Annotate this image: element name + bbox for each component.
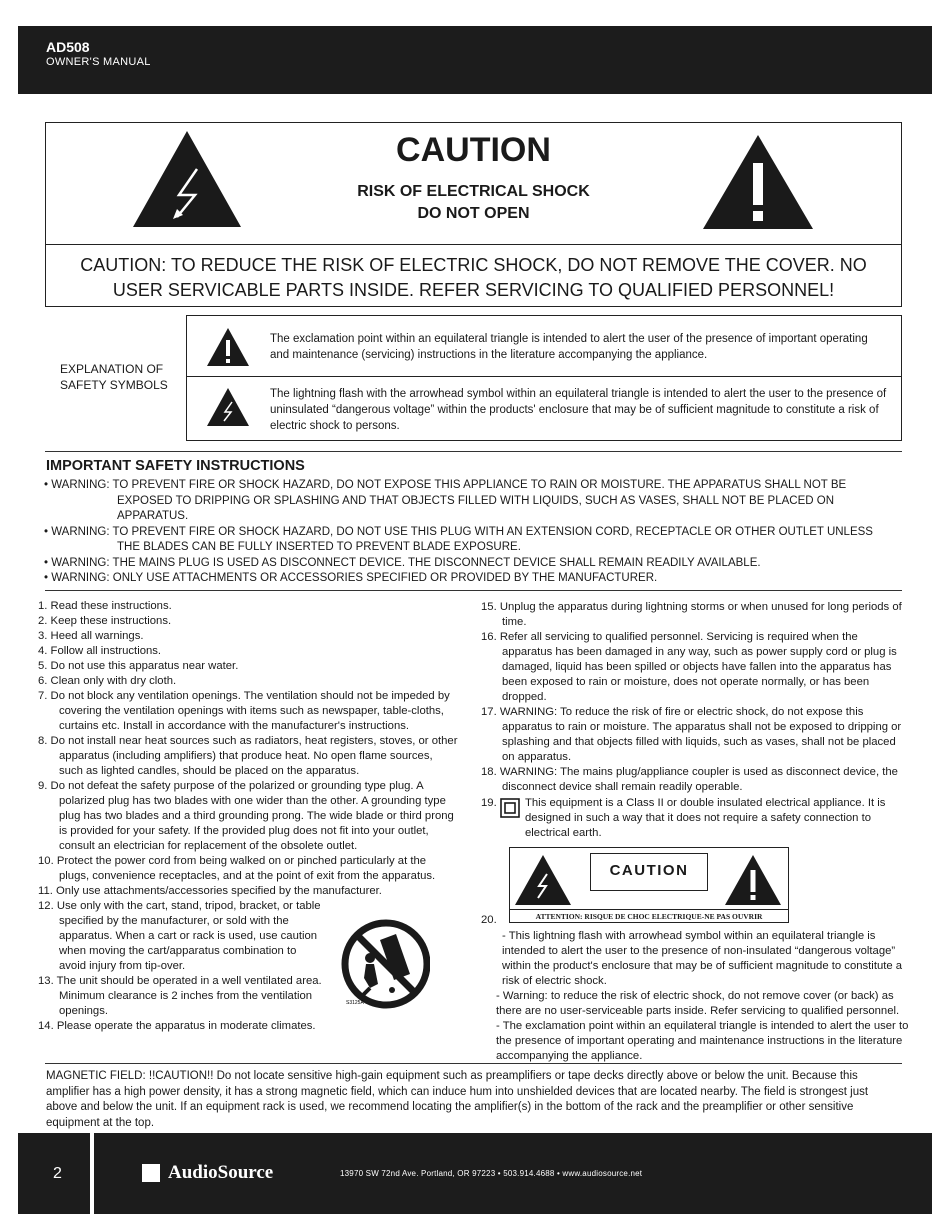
caution-label-graphic: [509, 847, 789, 923]
instruction-item-19: [481, 796, 911, 841]
item-19-text: This equipment is a Class II or double insulated electrical appliance. It is designed in such a way that it does not require a safety connection to electrical earth.: [525, 797, 886, 839]
exclamation-triangle-icon: [206, 327, 250, 367]
warning-item: • WARNING: TO PREVENT FIRE OR SHOCK HAZARD, DO NOT EXPOSE THIS APPLIANCE TO RAIN OR MOISTURE. THE APPARATUS SHALL NOT BE EXPOSED TO DRIPPING OR SPLASHING AND THAT OBJECTS FILLED WITH LIQUIDS, SUCH AS VASES, SHALL NOT BE PLACED ON APPARATUS.: [44, 479, 847, 522]
warning-item: • WARNING: ONLY USE ATTACHMENTS OR ACCESSORIES SPECIFIED OR PROVIDED BY THE MANUFACTURER.: [44, 572, 658, 584]
instruction-item: 3. Heed all warnings.: [38, 630, 144, 642]
divider: [187, 376, 901, 377]
instruction-item: 10. Protect the power cord from being walked on or pinched particularly at the plugs, convenience receptacles, and at the point of exit from the apparatus.: [38, 855, 436, 882]
divider: [45, 1063, 902, 1064]
instructions-right-column: [481, 600, 911, 841]
caution-label-title: CAUTION: [609, 862, 689, 879]
magnetic-field-note: MAGNETIC FIELD: !!CAUTION!! Do not locate sensitive high-gain equipment such as preamplifiers or tape decks directly above or below the unit. Because this amplifier has a high power density, it has a strong magnetic field, which can induce hum into unshielded devices that are located nearby. The field is strongest just above and below the unit. If an equipment rack is used, we recommend locating the amplifier(s) in the bottom of the rack and the preamplifier or other sensitive equipment at the top.: [46, 1070, 869, 1129]
brand-logo-icon: [142, 1164, 160, 1182]
lightning-triangle-icon: [514, 854, 572, 906]
divider: [45, 590, 902, 591]
item-20-text: [496, 929, 914, 1064]
caution-label-attention: ATTENTION: RISQUE DE CHOC ELECTRIQUE-NE PAS OUVRIR: [510, 909, 788, 923]
risk-line-2: DO NOT OPEN: [417, 205, 530, 222]
risk-line-1: RISK OF ELECTRICAL SHOCK: [357, 183, 590, 200]
item-19-number: 19.: [481, 797, 497, 809]
caution-title: CAUTION: [396, 131, 551, 169]
caution-statement-line-2: USER SERVICABLE PARTS INSIDE. REFER SERVICING TO QUALIFIED PERSONNEL!: [112, 280, 835, 300]
footer-bar: [18, 1133, 932, 1214]
instruction-item: 1. Read these instructions.: [38, 600, 172, 612]
instruction-item: 14. Please operate the apparatus in moderate climates.: [38, 1020, 316, 1032]
item-20-line: - Warning: to reduce the risk of electric shock, do not remove cover (or back) as there are no user-serviceable parts inside. Refer servicing to qualified personnel.: [496, 990, 900, 1017]
caution-statement: [46, 253, 901, 303]
class-ii-double-square-icon: [500, 798, 520, 818]
cart-icon-code: S3125A: [346, 1000, 364, 1006]
instruction-item: 11. Only use attachments/accessories specified by the manufacturer.: [38, 885, 382, 897]
instruction-item: 17. WARNING: To reduce the risk of fire or electric shock, do not expose this apparatus to rain or moisture. The apparatus shall not be exposed to dripping or splashing and that objects filled with liquids, such as vases, shall not be placed on apparatus.: [481, 706, 902, 763]
instruction-item: 13. The unit should be operated in a well ventilated area. Minimum clearance is 2 inches from the ventilation openings.: [38, 975, 322, 1017]
header-bar: [18, 26, 932, 94]
instruction-item: 6. Clean only with dry cloth.: [38, 675, 177, 687]
item-20-line: - This lightning flash with arrowhead symbol within an equilateral triangle is intended to alert the user to the presence of non-insulated “dangerous voltage” within the product's enclosure that may be of sufficient magnitude to constitute a risk of electric shock.: [502, 930, 903, 987]
page-number-box: [18, 1133, 94, 1214]
exclamation-triangle-icon: [724, 854, 782, 906]
warning-item: • WARNING: THE MAINS PLUG IS USED AS DISCONNECT DEVICE. THE DISCONNECT DEVICE SHALL REMAIN READILY AVAILABLE.: [44, 556, 761, 569]
instruction-item: 16. Refer all servicing to qualified personnel. Servicing is required when the apparatus has been damaged in any way, such as power supply cord or plug is damaged, liquid has been spilled or objects have fallen into the apparatus has been exposed to rain or moisture, does not operate normally, or has been dropped.: [481, 631, 897, 703]
page-number: 2: [53, 1165, 62, 1182]
manual-subtitle: OWNER'S MANUAL: [46, 56, 151, 68]
instruction-item: 12. Use only with the cart, stand, tripod, bracket, or table specified by the manufacturer, or sold with the apparatus. When a cart or rack is used, use caution when moving the cart/apparatus combination to avoid injury from tip-over.: [38, 900, 321, 972]
model-number: AD508: [46, 39, 90, 55]
instruction-item: 5. Do not use this apparatus near water.: [38, 660, 239, 672]
warning-item: • WARNING: TO PREVENT FIRE OR SHOCK HAZARD, DO NOT USE THIS PLUG WITH AN EXTENSION CORD, RECEPTACLE OR OTHER OUTLET UNLESS THE BLADES CAN BE FULLY INSERTED TO PREVENT BLADE EXPOSURE.: [44, 525, 873, 553]
exclamation-explanation: The exclamation point within an equilateral triangle is intended to alert the user of the presence of important operating and maintenance (servicing) instructions in the literature accompanying the appliance.: [270, 333, 868, 361]
lightning-triangle-icon: [206, 387, 250, 427]
item-20-number: 20.: [481, 914, 497, 926]
instruction-item: 9. Do not defeat the safety purpose of the polarized or grounding type plug. A polarized plug has two blades with one wider than the other. A grounding type plug has two blades and a third grounding prong. The wide blade or third prong is provided for your safety. If the provided plug does not fit into your outlet, consult an electrician for replacement of the obsolete outlet.: [38, 780, 454, 852]
caution-box: [45, 122, 902, 307]
safety-symbols-box: [186, 315, 902, 441]
item-20-line: - The exclamation point within an equilateral triangle is intended to alert the user to the presence of important operating and maintenance instructions in the literature accompanying the appliance.: [496, 1020, 909, 1062]
instruction-item: 4. Follow all instructions.: [38, 645, 162, 657]
instruction-item: 2. Keep these instructions.: [38, 615, 172, 627]
instruction-item: 8. Do not install near heat sources such as radiators, heat registers, stoves, or other apparatus (including amplifiers) that produce heat. No open flame sources, such as lighted candles, should be placed on the apparatus.: [38, 735, 458, 777]
safety-symbols-label-line-1: EXPLANATION OF: [60, 362, 164, 376]
exclamation-warning-icon: [701, 133, 815, 231]
safety-symbols-label: [60, 361, 168, 393]
company-address: 13970 SW 72nd Ave. Portland, OR 97223 • 503.914.4688 • www.audiosource.net: [340, 1169, 643, 1178]
cart-tipover-icon: [340, 918, 430, 1010]
warnings-list: [44, 478, 894, 587]
safety-symbols-label-line-2: SAFETY SYMBOLS: [60, 378, 168, 392]
brand-name: AudioSource: [168, 1162, 274, 1183]
divider: [45, 451, 902, 452]
lightning-explanation: The lightning flash with the arrowhead symbol within an equilateral triangle is intended to alert the user to the presence of uninsulated “dangerous voltage” within the products' enclosure that may be of sufficient magnitude to constitute a risk of electric shock to persons.: [270, 388, 887, 432]
instruction-item: 7. Do not block any ventilation openings. The ventilation should not be impeded by covering the ventilation openings with items such as newspaper, table-cloths, curtains etc. Install in accordance with the manufacturer's instructions.: [38, 690, 450, 732]
instruction-item: 15. Unplug the apparatus during lightning storms or when unused for long periods of time.: [481, 601, 902, 628]
instruction-item: 18. WARNING: The mains plug/appliance coupler is used as disconnect device, the disconnect device shall remain readily operable.: [481, 766, 898, 793]
important-safety-title: IMPORTANT SAFETY INSTRUCTIONS: [46, 458, 305, 474]
caution-header: [46, 123, 901, 245]
caution-label-title-box: [590, 853, 708, 891]
caution-statement-line-1: CAUTION: TO REDUCE THE RISK OF ELECTRIC SHOCK, DO NOT REMOVE THE COVER. NO: [80, 255, 867, 275]
